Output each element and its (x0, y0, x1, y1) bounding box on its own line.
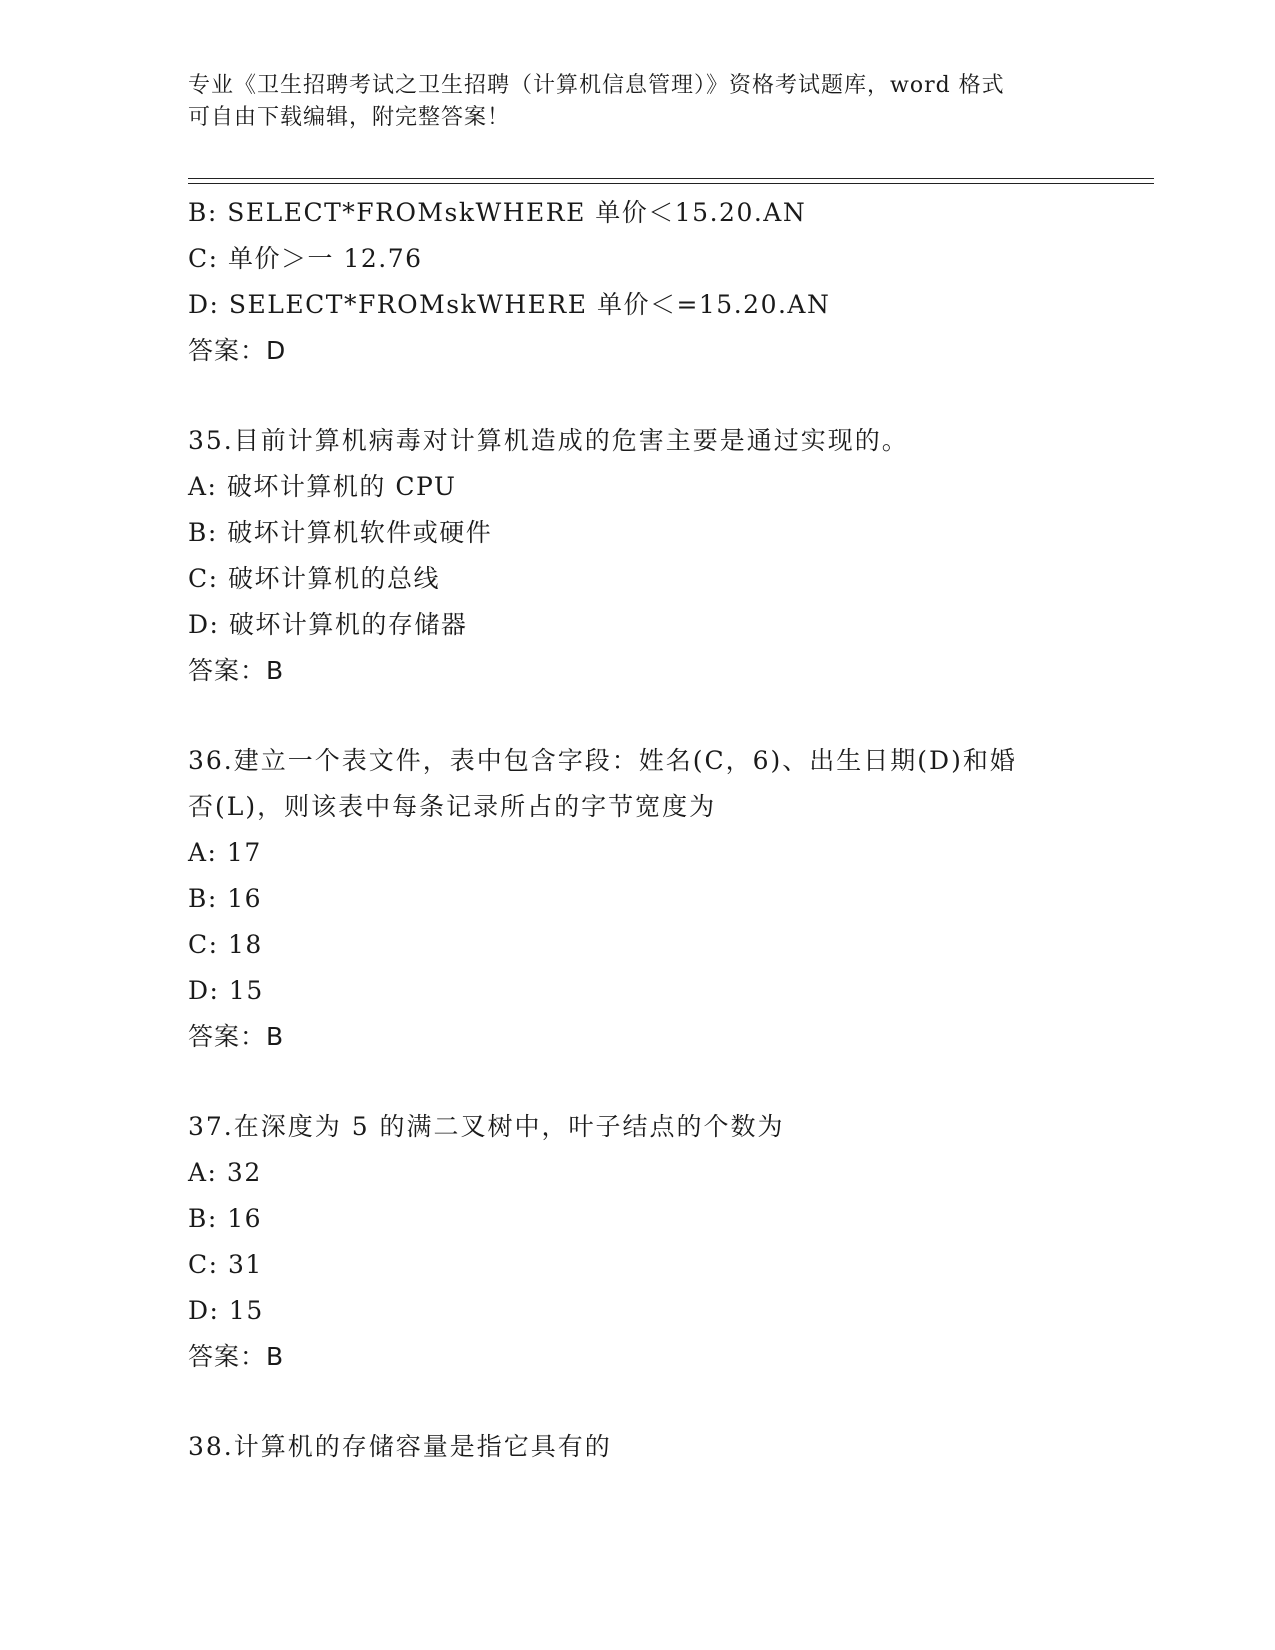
answer-line: 答案：D (188, 336, 287, 365)
option-b: B: 16 (188, 884, 263, 913)
question-38 (188, 1424, 1088, 1470)
header-line-1: 专业《卫生招聘考试之卫生招聘（计算机信息管理）》资格考试题库，word 格式 (188, 73, 1005, 98)
question-stem: 35.目前计算机病毒对计算机造成的危害主要是通过实现的。 (188, 426, 909, 455)
question-stem-line-2: 否(L)，则该表中每条记录所占的字节宽度为 (188, 792, 717, 821)
header-line-2: 可自由下载编辑，附完整答案！ (188, 105, 511, 130)
option-a: A: 32 (188, 1158, 262, 1187)
answer-line: 答案：B (188, 656, 285, 685)
option-b: B: SELECT*FROMskWHERE 单价＜15.20.AN (188, 198, 807, 227)
option-a: A: 破坏计算机的 CPU (188, 472, 457, 501)
option-d: D: 15 (188, 1296, 264, 1325)
question-35 (188, 418, 1088, 694)
option-c: C: 18 (188, 930, 263, 959)
question-stem: 38.计算机的存储容量是指它具有的 (188, 1432, 612, 1461)
option-d: D: 破坏计算机的存储器 (188, 610, 468, 639)
option-d: D: 15 (188, 976, 264, 1005)
option-d: D: SELECT*FROMskWHERE 单价＜=15.20.AN (188, 290, 831, 319)
option-c: C: 破坏计算机的总线 (188, 564, 440, 593)
option-b: B: 16 (188, 1204, 263, 1233)
question-stem-line-1: 36.建立一个表文件，表中包含字段：姓名(C，6)、出生日期(D)和婚 (188, 746, 1017, 775)
option-b: B: 破坏计算机软件或硬件 (188, 518, 493, 547)
question-stem: 37.在深度为 5 的满二叉树中，叶子结点的个数为 (188, 1112, 785, 1141)
question-list (188, 190, 1088, 1470)
question-37 (188, 1104, 1088, 1380)
header-rule-top (188, 178, 1154, 179)
option-c: C: 31 (188, 1250, 263, 1279)
answer-line: 答案：B (188, 1342, 285, 1371)
question-36 (188, 738, 1088, 1060)
document-header (188, 70, 1068, 134)
option-a: A: 17 (188, 838, 262, 867)
header-rule-bottom (188, 183, 1154, 184)
answer-line: 答案：B (188, 1022, 285, 1051)
option-c: C: 单价＞一 12.76 (188, 244, 423, 273)
question-34-continued (188, 190, 1088, 374)
